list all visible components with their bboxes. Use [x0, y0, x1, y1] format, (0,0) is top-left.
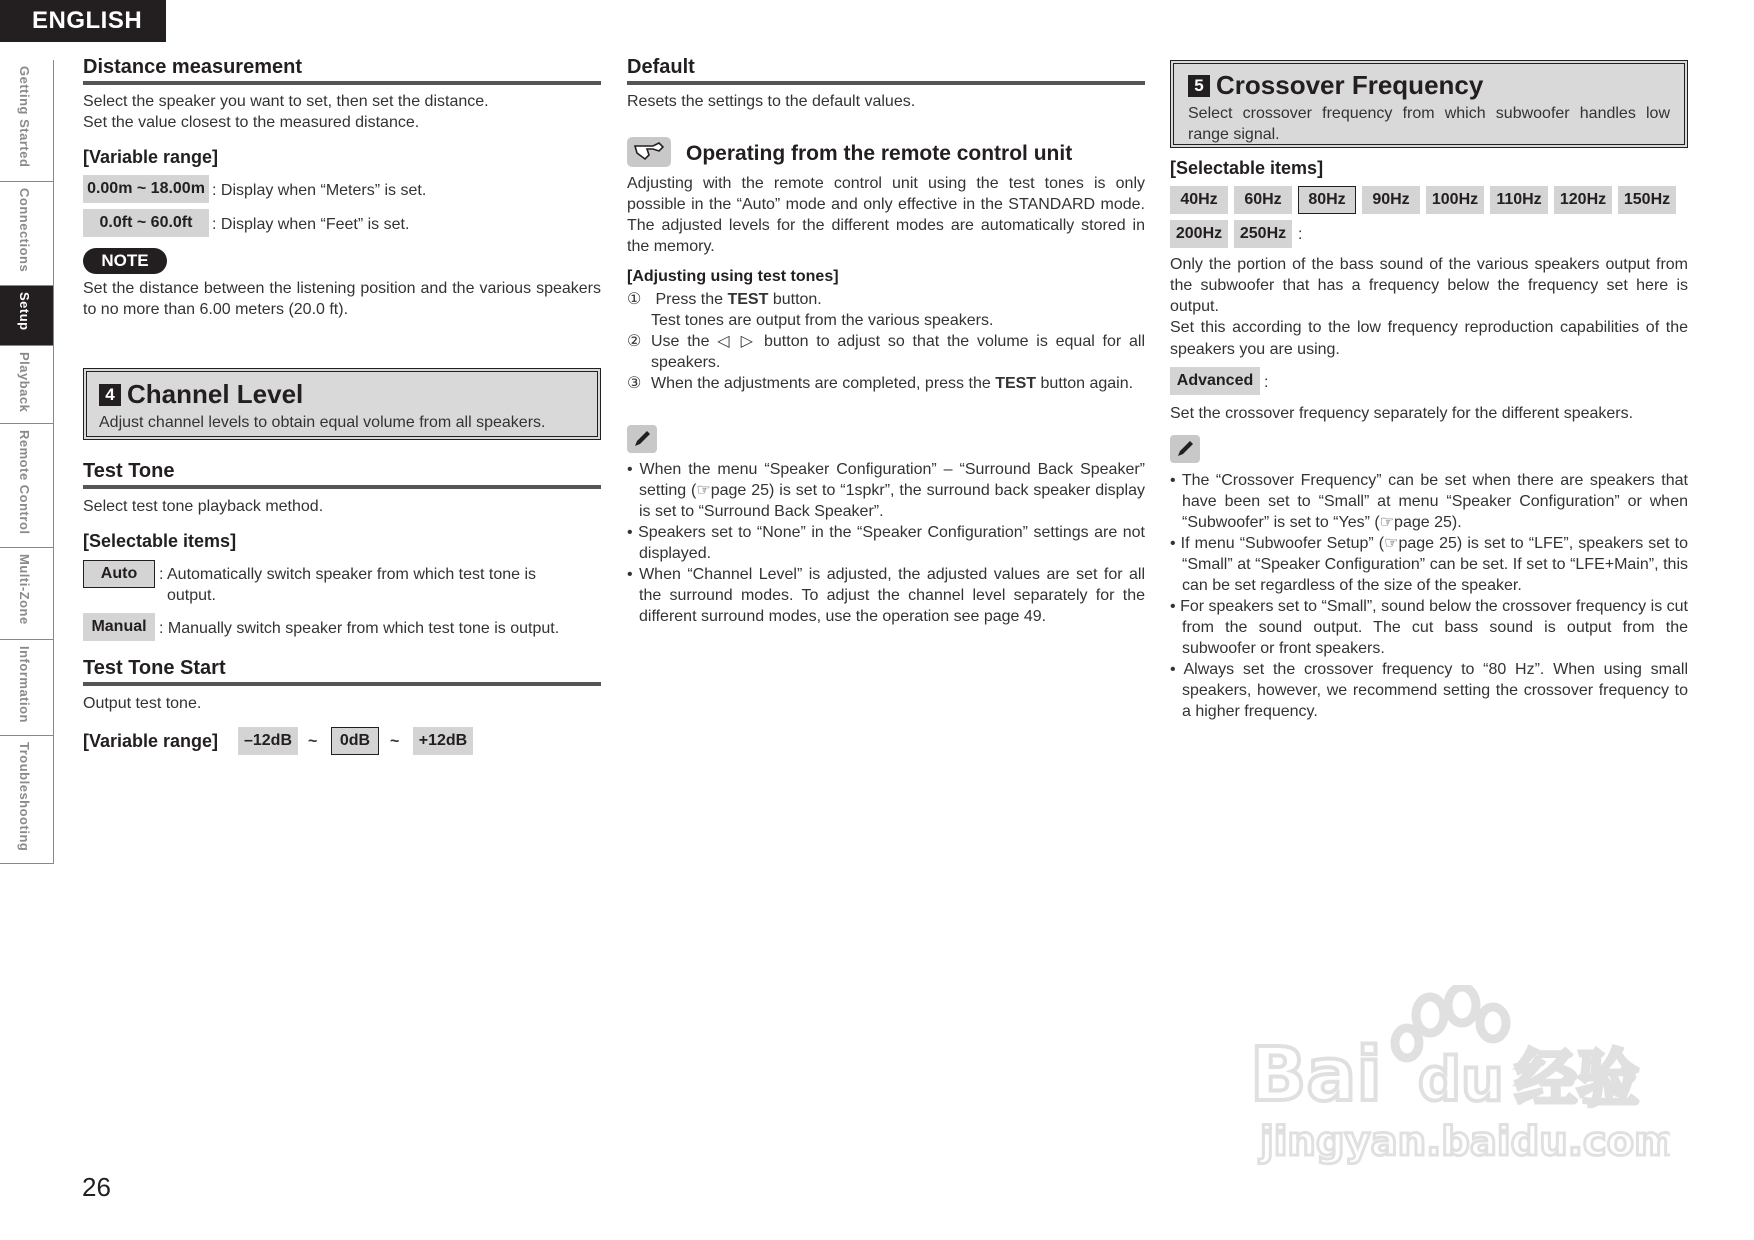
test-tone-start-title: Test Tone Start	[83, 657, 601, 686]
section-number: 5	[1188, 75, 1210, 97]
step-2	[627, 331, 1145, 373]
channel-level-section	[83, 368, 601, 440]
svg-text:Bai: Bai	[1250, 1032, 1382, 1118]
step-number: ②	[627, 333, 642, 350]
step-3-text	[651, 373, 1145, 394]
step-1-text: Press the	[655, 291, 728, 308]
svg-text:jingyan.baidu.com: jingyan.baidu.com	[1260, 1119, 1670, 1165]
step-1-text-end: button.	[768, 291, 822, 308]
bullet-text: For speakers set to “Small”, sound below the crossover frequency is cut from the sound output. The cut bass sound is output from the subwoofer or front speakers.	[1180, 598, 1688, 657]
tab-multi-zone[interactable]	[0, 548, 53, 640]
range-sep-1: ~	[308, 733, 318, 750]
step-1-detail: Test tones are output from the various speakers.	[651, 312, 994, 329]
tab-label: Remote Control	[17, 430, 32, 535]
freq-row-1	[1170, 186, 1676, 214]
channel-level-title: Channel Level	[127, 379, 304, 409]
test-tone-start-range-title: [Variable range]	[83, 731, 219, 751]
default-title: Default	[627, 56, 1145, 85]
tab-setup[interactable]	[0, 286, 53, 346]
bullet-text: When the menu “Speaker Configuration” – “Surround Back Speaker” setting (☞page 25) is set to “1spkr”, the surround back speaker display is set to “Surround Back Speaker”.	[639, 461, 1145, 520]
test-tone-start-desc: Output test tone.	[83, 695, 202, 712]
range-meters-text: : Display when “Meters” is set.	[212, 182, 427, 199]
step-1	[627, 289, 1145, 310]
tab-playback[interactable]	[0, 346, 53, 424]
tab-label: Getting Started	[17, 66, 32, 168]
channel-level-desc: Adjust channel levels to obtain equal volume from all speakers.	[99, 414, 546, 431]
test-tone-items-title: [Selectable items]	[83, 531, 237, 551]
step-3	[627, 373, 1145, 394]
tab-information[interactable]	[0, 640, 53, 736]
remote-notes	[627, 459, 1145, 627]
freq-option: 200Hz	[1170, 220, 1228, 248]
tab-label: Troubleshooting	[17, 742, 32, 852]
freq-option: 100Hz	[1426, 186, 1484, 214]
step-2-text: Use the ◁ ▷ button to adjust so that the volume is equal for all speakers.	[651, 333, 1145, 371]
note-badge: NOTE	[83, 248, 167, 274]
freq-desc-1: Only the portion of the bass sound of the various speakers output from the subwoofer that has a frequency below the frequency set here is output.	[1170, 256, 1688, 315]
list-item: • When the menu “Speaker Configuration” – “Surround Back Speaker” setting (☞page 25) is set to “1spkr”, the surround back speaker display is set to “Surround Back Speaker”.	[627, 461, 1145, 520]
crossover-title: Crossover Frequency	[1216, 70, 1484, 100]
distance-title: Distance measurement	[83, 56, 601, 85]
svg-text:du: du	[1418, 1045, 1504, 1115]
tab-connections[interactable]	[0, 182, 53, 286]
tab-label: Playback	[17, 352, 32, 413]
freq-option: 40Hz	[1170, 186, 1228, 214]
pencil-note-icon	[1170, 435, 1200, 463]
range-feet-tag: 0.0ft ~ 60.0ft	[83, 209, 209, 237]
test-button-label: TEST	[995, 375, 1037, 392]
tab-remote-control[interactable]	[0, 424, 53, 548]
freq-option: 250Hz	[1234, 220, 1292, 248]
step-3-text-a: When the adjustments are completed, press the	[651, 375, 996, 392]
language-label: ENGLISH	[0, 0, 166, 42]
advanced-colon: :	[1264, 374, 1269, 391]
list-item: • If menu “Subwoofer Setup” (☞page 25) is set to “LFE”, speakers set to “Small” at “Speaker Configuration” can be set. If set to “LFE+Main”, this can be set regardless of the size of the speaker.	[1170, 535, 1689, 594]
distance-note-text: Set the distance between the listening position and the various speakers to no more than 6.00 meters (20.0 ft).	[83, 280, 601, 318]
crossover-section	[1170, 60, 1688, 148]
bullet-text: When “Channel Level” is adjusted, the adjusted values are set for all the surround modes. To adjust the channel level separately for the different surround modes, use the operation see page 49.	[639, 566, 1146, 625]
remote-title: Operating from the remote control unit	[686, 142, 1073, 165]
bullet-text: If menu “Subwoofer Setup” (☞page 25) is set to “LFE”, speakers set to “Small” at “Speaker Configuration” can be set. If set to “LFE+Main”, this can be set regardless of the size of the speaker.	[1180, 535, 1689, 594]
freq-option-default: 80Hz	[1298, 186, 1356, 214]
side-tabs	[0, 60, 54, 864]
list-item: • Speakers set to “None” in the “Speaker Configuration” settings are not displayed.	[627, 524, 1145, 562]
step-number: ③	[627, 375, 642, 392]
page-number: 26	[82, 1172, 111, 1202]
default-desc: Resets the settings to the default values.	[627, 93, 916, 110]
range-max-tag: +12dB	[413, 727, 473, 755]
test-tone-desc: Select test tone playback method.	[83, 498, 324, 515]
freq-desc-2: Set this according to the low frequency reproduction capabilities of the speakers you are using.	[1170, 319, 1688, 358]
tab-label: Connections	[17, 188, 32, 273]
remote-desc: Adjusting with the remote control unit using the test tones is only possible in the “Auto” mode and only effective in the STANDARD mode. The adjusted levels for the different modes are automatically stored in the memory.	[627, 175, 1145, 255]
range-min-tag: –12dB	[238, 727, 298, 755]
advanced-tag: Advanced	[1170, 367, 1260, 395]
tab-label: Multi-Zone	[17, 554, 32, 625]
test-button-label: TEST	[727, 291, 769, 308]
advanced-desc: Set the crossover frequency separately for the different speakers.	[1170, 405, 1634, 422]
list-item: • For speakers set to “Small”, sound below the crossover frequency is cut from the sound output. The cut bass sound is output from the subwoofer or front speakers.	[1170, 598, 1688, 657]
crossover-desc: Select crossover frequency from which subwoofer handles low range signal.	[1188, 105, 1670, 143]
range-feet-text: : Display when “Feet” is set.	[212, 216, 410, 233]
range-meters-tag: 0.00m ~ 18.00m	[83, 175, 209, 203]
baidu-watermark-logo	[1250, 985, 1670, 1175]
range-mid-tag: 0dB	[331, 727, 379, 755]
list-item: • Always set the crossover frequency to “80 Hz”. When using small speakers, however, we recommend setting the crossover frequency to a higher frequency.	[1170, 661, 1688, 720]
test-tone-title: Test Tone	[83, 460, 601, 489]
auto-tag: Auto	[83, 560, 155, 588]
list-item: • The “Crossover Frequency” can be set when there are speakers that have been set to “Small” at menu “Speaker Configuration” or when “Subwoofer” is set to “Yes” (☞page 25).	[1170, 472, 1688, 531]
freq-option: 120Hz	[1554, 186, 1612, 214]
freq-colon: :	[1298, 225, 1303, 243]
step-number: ①	[627, 291, 642, 308]
range-sep-2: ~	[390, 733, 400, 750]
manual-tag: Manual	[83, 613, 155, 641]
auto-text-2: output.	[167, 587, 216, 604]
freq-option: 150Hz	[1618, 186, 1676, 214]
freq-row-2	[1170, 220, 1302, 248]
distance-range-title: [Variable range]	[83, 147, 219, 167]
distance-desc-1: Select the speaker you want to set, then set the distance.	[83, 93, 489, 110]
crossover-notes	[1170, 470, 1688, 722]
bullet-text: Always set the crossover frequency to “80 Hz”. When using small speakers, however, we recommend setting the crossover frequency to a higher frequency.	[1182, 661, 1688, 720]
tab-label: Information	[17, 646, 32, 723]
distance-desc-2: Set the value closest to the measured distance.	[83, 114, 420, 131]
list-item: • When “Channel Level” is adjusted, the adjusted values are set for all the surround modes. To adjust the channel level separately for the different surround modes, use the operation see page 49.	[627, 566, 1146, 625]
pencil-note-icon	[627, 425, 657, 453]
step-3-text-c: button again.	[1036, 375, 1134, 392]
tab-label: Setup	[17, 292, 32, 331]
manual-text: : Manually switch speaker from which test tone is output.	[159, 620, 560, 637]
auto-text: : Automatically switch speaker from which test tone is	[159, 566, 537, 583]
adjust-title: [Adjusting using test tones]	[627, 268, 839, 285]
freq-option: 60Hz	[1234, 186, 1292, 214]
tab-getting-started[interactable]	[0, 60, 53, 182]
svg-text:经验: 经验	[1515, 1042, 1640, 1115]
tab-troubleshooting[interactable]	[0, 736, 53, 864]
bullet-text: Speakers set to “None” in the “Speaker Configuration” settings are not displayed.	[638, 524, 1145, 562]
freq-option: 90Hz	[1362, 186, 1420, 214]
remote-hand-icon	[627, 137, 671, 167]
freq-option: 110Hz	[1490, 186, 1548, 214]
bullet-text: The “Crossover Frequency” can be set when there are speakers that have been set to “Small” at menu “Speaker Configuration” or when “Subwoofer” is set to “Yes” (☞page 25).	[1181, 472, 1688, 531]
crossover-items-title: [Selectable items]	[1170, 158, 1324, 178]
section-number: 4	[99, 384, 121, 406]
